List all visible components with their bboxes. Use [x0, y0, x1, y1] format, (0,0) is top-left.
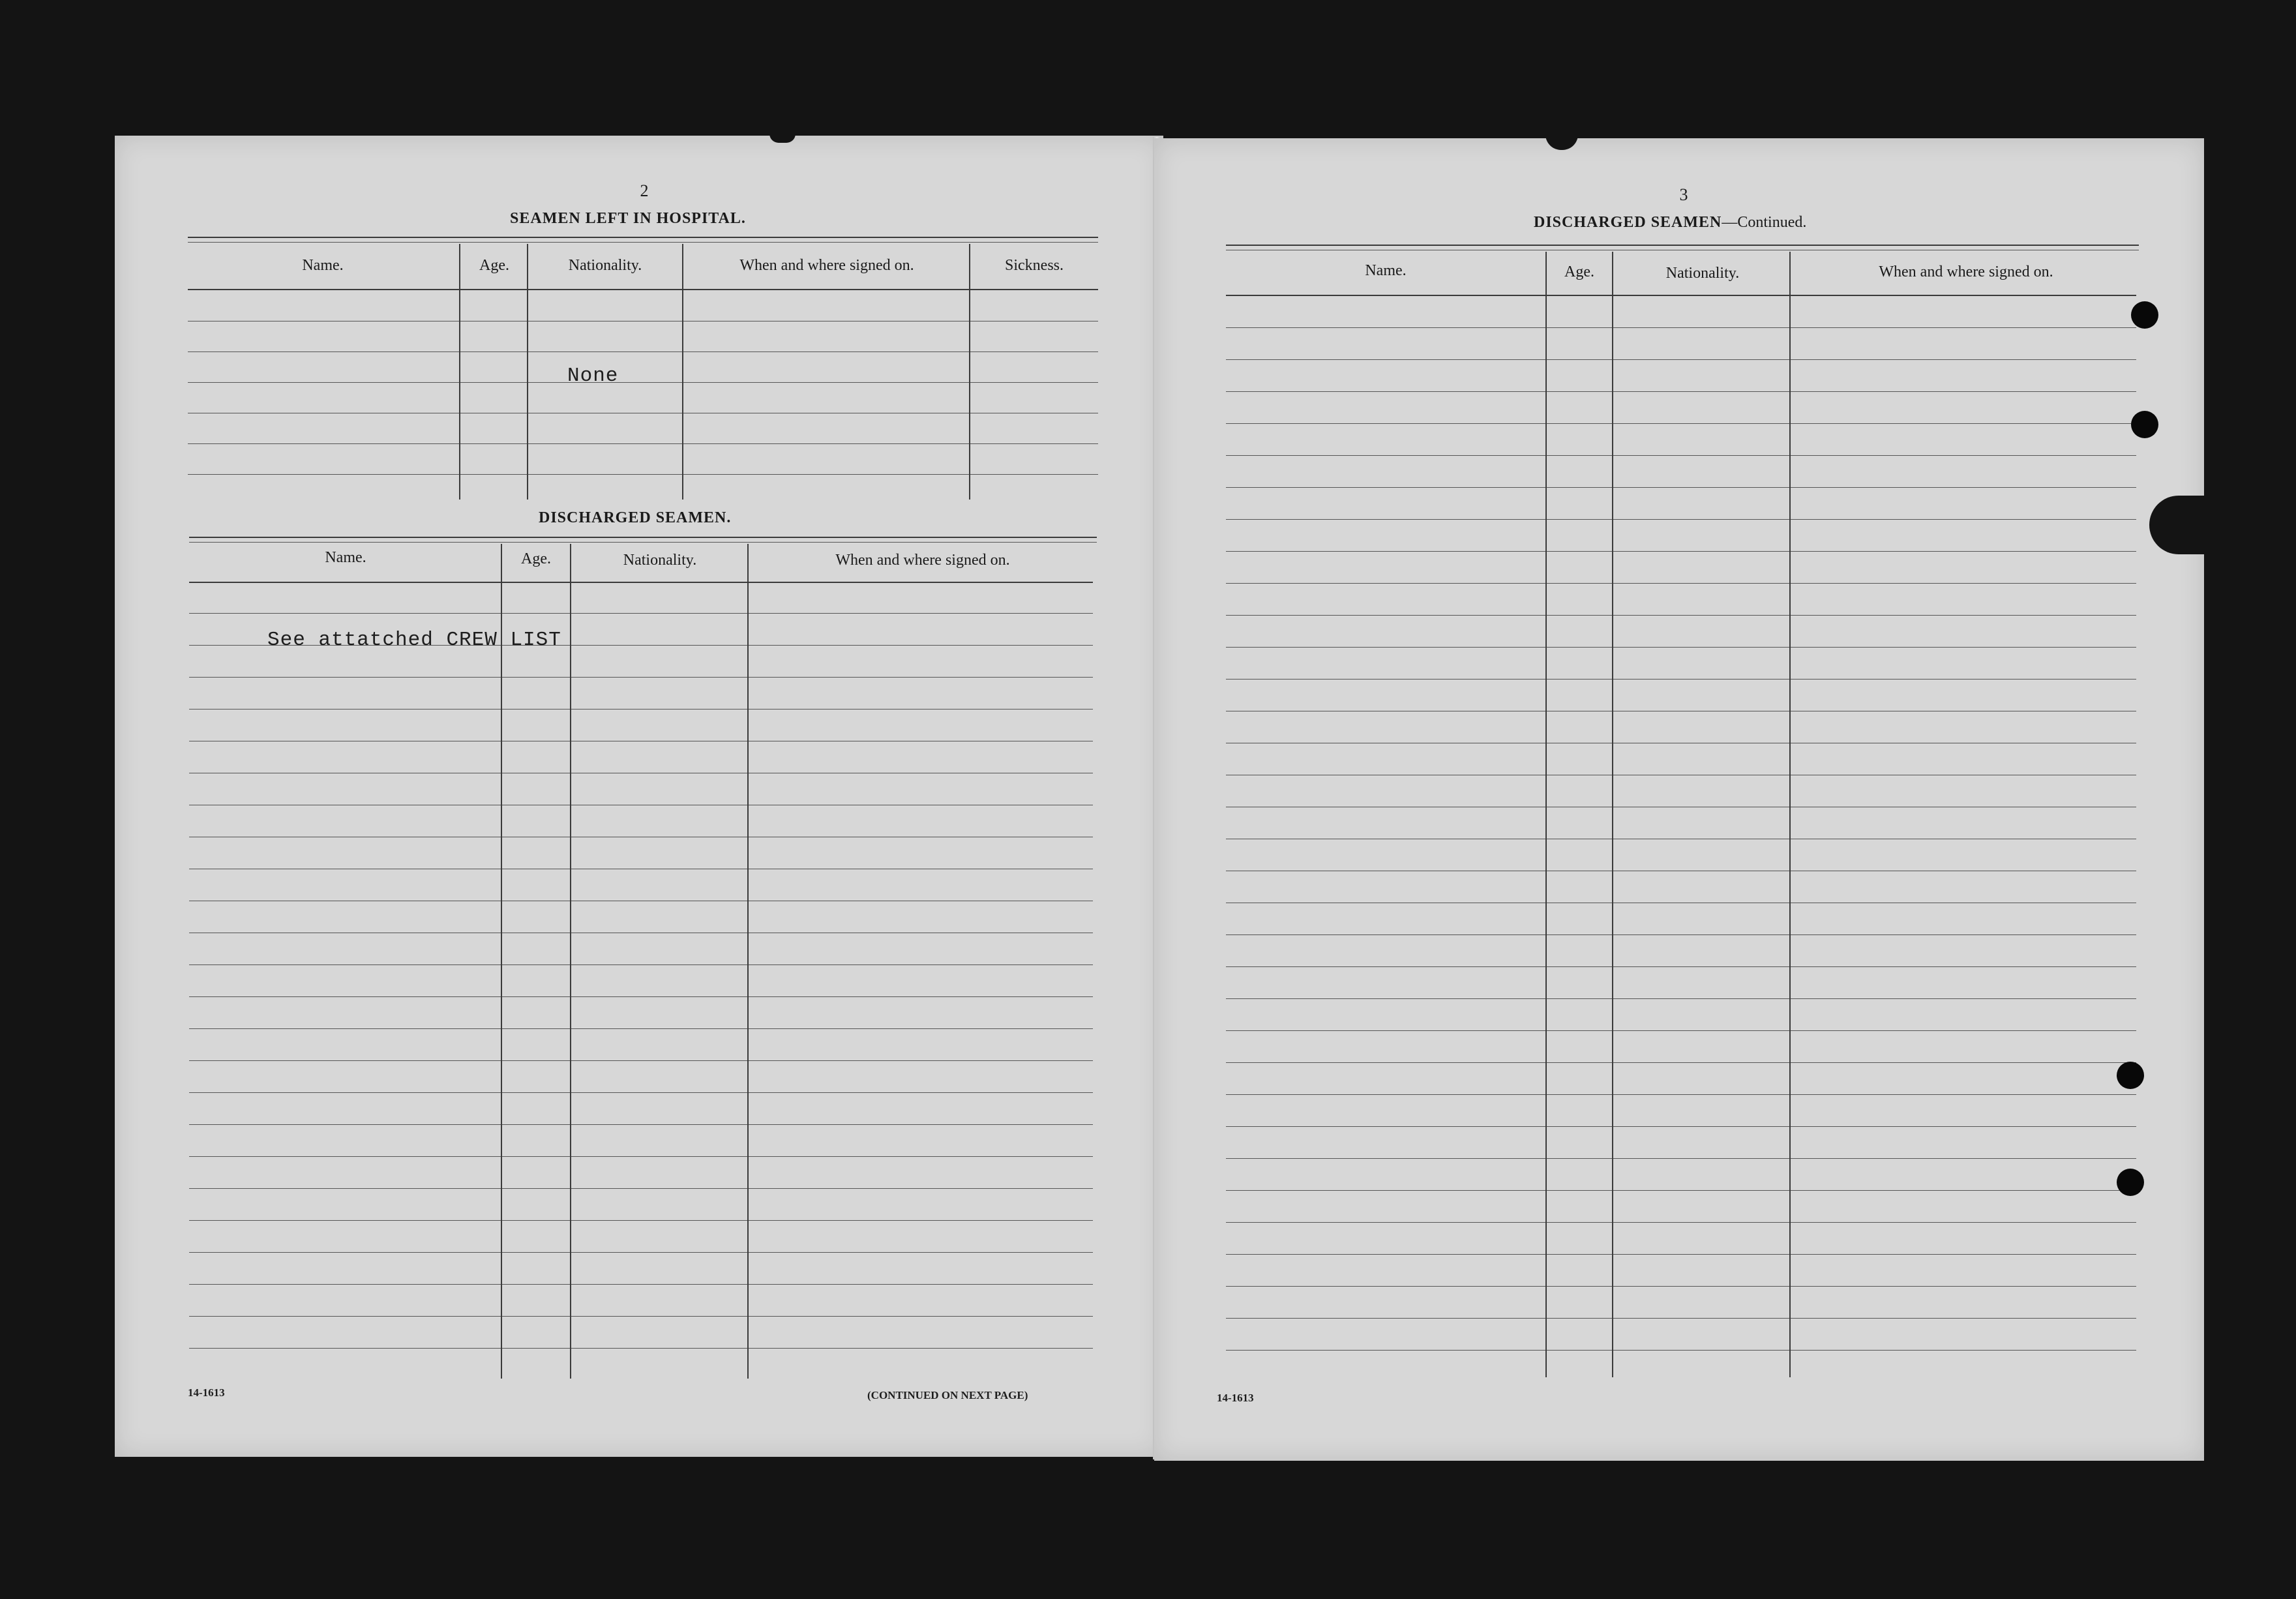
- table-row-rule: [1226, 551, 2136, 552]
- table-column-rule: [1612, 252, 1613, 1377]
- rule: [189, 542, 1097, 543]
- page-tear: [2149, 496, 2208, 554]
- hospital-entry: None: [567, 365, 619, 387]
- hospital-col-sickness: Sickness.: [1005, 257, 1064, 274]
- hospital-section-title: SEAMEN LEFT IN HOSPITAL.: [510, 210, 746, 227]
- page-number-left: 2: [640, 181, 649, 200]
- table-row-rule: [1226, 423, 2136, 424]
- table-row-rule: [1226, 583, 2136, 584]
- table-column-rule: [1545, 252, 1547, 1377]
- table-row-rule: [1226, 934, 2136, 935]
- table-column-rule: [501, 544, 502, 1379]
- table-row-rule: [1226, 1286, 2136, 1287]
- table-row-rule: [1226, 679, 2136, 680]
- table-row-rule: [1226, 519, 2136, 520]
- table-column-rule: [682, 244, 683, 500]
- table-row-rule: [189, 996, 1093, 997]
- table-column-rule: [527, 244, 528, 500]
- hospital-col-name: Name.: [302, 257, 344, 274]
- table-row-rule: [1226, 327, 2136, 328]
- table-header-rule: [1226, 295, 2136, 296]
- table-row-rule: [189, 613, 1093, 614]
- table-row-rule: [1226, 391, 2136, 392]
- discharged-entry: See attatched CREW LIST: [267, 629, 561, 651]
- table-row-rule: [1226, 998, 2136, 999]
- table-row-rule: [189, 1220, 1093, 1221]
- table-row-rule: [1226, 1318, 2136, 1319]
- table-row-rule: [1226, 1062, 2136, 1063]
- discharged-col-signed-on: When and where signed on.: [835, 552, 1010, 569]
- table-row-rule: [1226, 1126, 2136, 1127]
- table-row-rule: [1226, 487, 2136, 488]
- table-row-rule: [1226, 1030, 2136, 1031]
- title-suffix: —Continued.: [1722, 214, 1807, 231]
- rule: [189, 537, 1097, 538]
- binder-hole: [2117, 1062, 2144, 1089]
- continued-col-nationality: Nationality.: [1665, 265, 1740, 282]
- table-column-rule: [1789, 252, 1791, 1377]
- table-row-rule: [189, 1188, 1093, 1189]
- hospital-col-age: Age.: [479, 257, 509, 274]
- continued-col-name: Name.: [1365, 262, 1407, 279]
- table-row-rule: [1226, 1350, 2136, 1351]
- discharged-section-title: DISCHARGED SEAMEN.: [539, 509, 732, 526]
- form-number-left: 14-1613: [188, 1386, 225, 1399]
- table-row-rule: [1226, 615, 2136, 616]
- discharged-col-age: Age.: [521, 550, 551, 567]
- table-row-rule: [189, 1252, 1093, 1253]
- table-row-rule: [189, 1284, 1093, 1285]
- rule: [188, 242, 1098, 243]
- table-header-rule: [189, 582, 1093, 583]
- table-row-rule: [189, 964, 1093, 965]
- table-row-rule: [1226, 1094, 2136, 1095]
- table-column-rule: [969, 244, 970, 500]
- discharged-continued-title: [1534, 214, 1806, 232]
- table-row-rule: [189, 1348, 1093, 1349]
- table-row-rule: [188, 474, 1098, 475]
- continued-col-age: Age.: [1564, 263, 1594, 280]
- right-form-page: [1154, 138, 2204, 1461]
- table-row-rule: [189, 1028, 1093, 1029]
- binder-hole: [2131, 301, 2158, 329]
- table-row-rule: [189, 1124, 1093, 1125]
- title-main: DISCHARGED SEAMEN: [1534, 214, 1722, 231]
- table-row-rule: [1226, 966, 2136, 967]
- discharged-col-nationality: Nationality.: [623, 552, 697, 569]
- table-column-rule: [459, 244, 460, 500]
- discharged-col-name: Name.: [325, 549, 366, 566]
- binder-hole: [2131, 411, 2158, 438]
- table-row-rule: [189, 1316, 1093, 1317]
- table-column-rule: [747, 544, 749, 1379]
- page-number-right: 3: [1679, 185, 1688, 204]
- hospital-col-signed-on: When and where signed on.: [739, 257, 914, 274]
- table-header-rule: [188, 289, 1098, 290]
- table-row-rule: [1226, 1254, 2136, 1255]
- table-row-rule: [1226, 647, 2136, 648]
- continued-col-signed-on: When and where signed on.: [1879, 263, 2053, 280]
- table-row-rule: [1226, 455, 2136, 456]
- continued-note: (CONTINUED ON NEXT PAGE): [867, 1389, 1028, 1401]
- table-row-rule: [188, 351, 1098, 352]
- rule: [1226, 245, 2139, 246]
- table-row-rule: [189, 677, 1093, 678]
- table-row-rule: [188, 382, 1098, 383]
- table-row-rule: [1226, 1158, 2136, 1159]
- table-row-rule: [189, 1060, 1093, 1061]
- rule: [188, 237, 1098, 238]
- left-form-page: [115, 136, 1163, 1457]
- table-column-rule: [570, 544, 571, 1379]
- table-row-rule: [189, 1156, 1093, 1157]
- hospital-col-nationality: Nationality.: [568, 257, 642, 274]
- table-row-rule: [1226, 359, 2136, 360]
- table-row-rule: [189, 1092, 1093, 1093]
- table-row-rule: [188, 443, 1098, 444]
- binder-hole: [2117, 1169, 2144, 1196]
- form-number-right: 14-1613: [1217, 1392, 1254, 1404]
- table-row-rule: [189, 709, 1093, 710]
- table-row-rule: [1226, 1222, 2136, 1223]
- table-row-rule: [1226, 1190, 2136, 1191]
